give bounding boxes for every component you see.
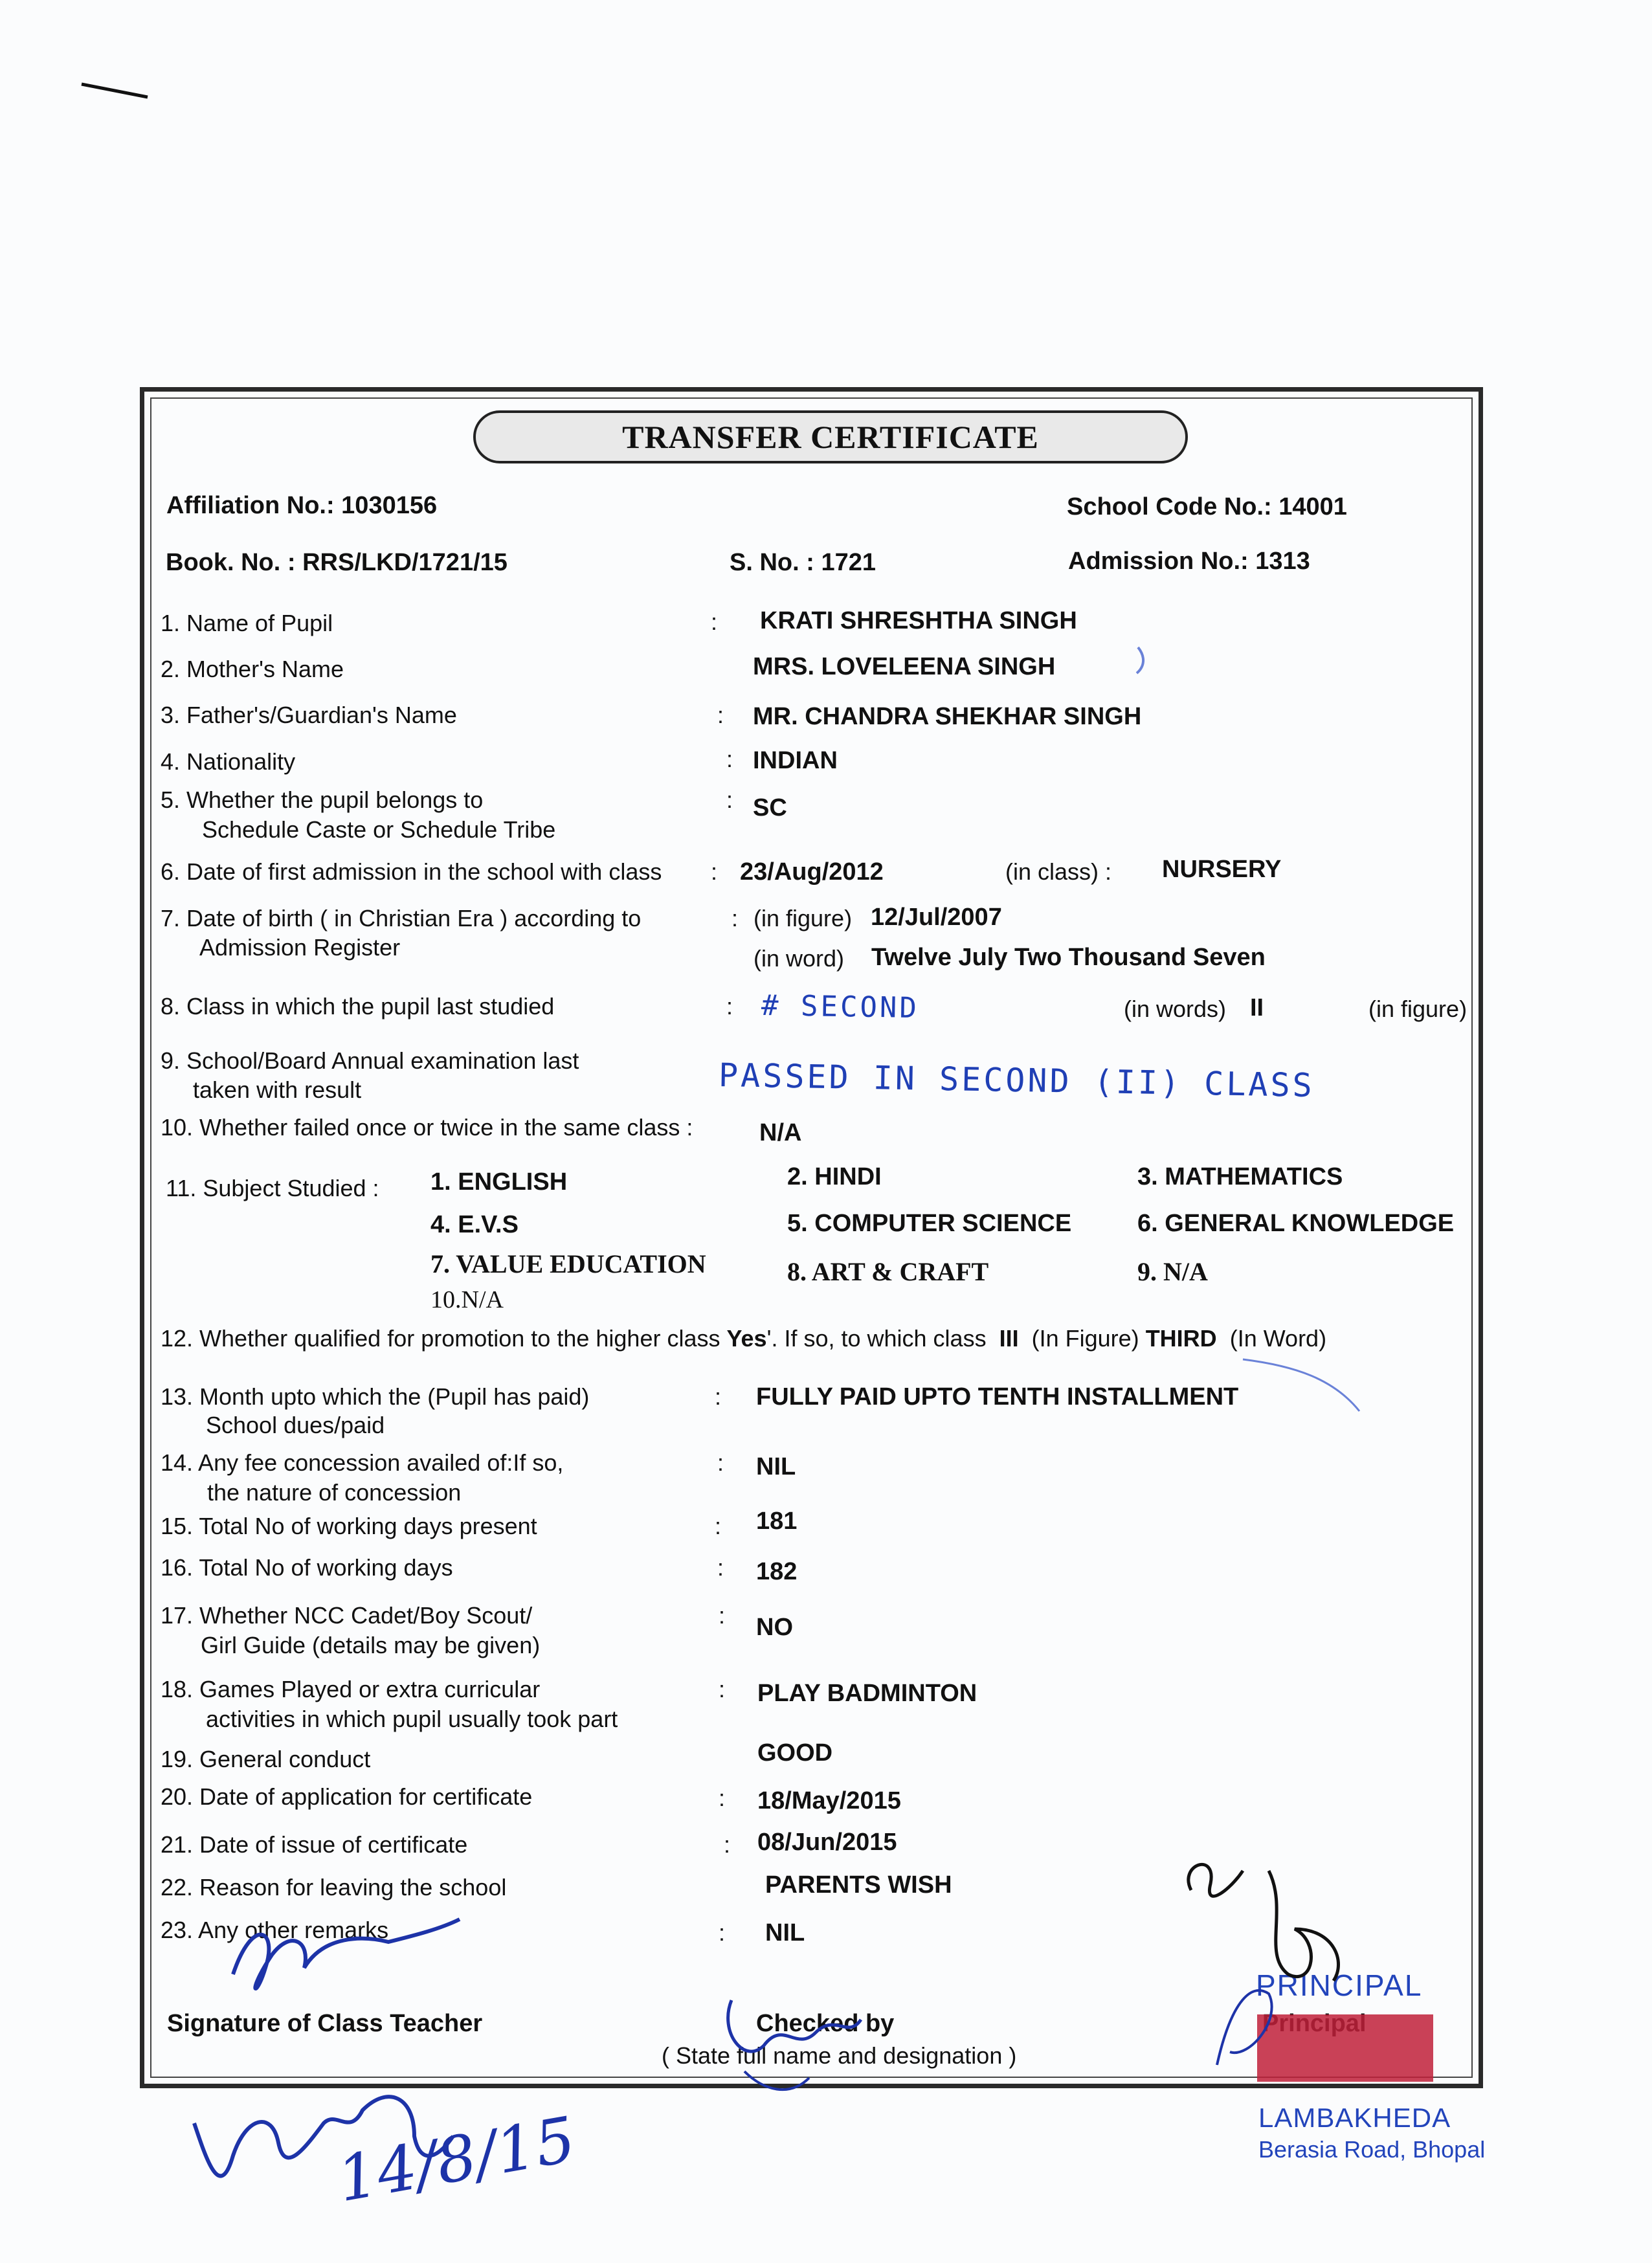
label-other-remarks: 23. Any other remarks <box>161 1917 389 1943</box>
colon: : <box>719 1602 726 1629</box>
colon: : <box>717 1554 724 1581</box>
class-teacher-signature-label: Signature of Class Teacher <box>167 2010 483 2037</box>
state-name-designation: ( State full name and designation ) <box>662 2042 1017 2069</box>
value-last-class-figure: II <box>1250 994 1264 1021</box>
subject-item: 4. E.V.S <box>430 1211 519 1238</box>
colon: : <box>717 702 724 728</box>
label-ncc-scout-a: 17. Whether NCC Cadet/Boy Scout/ <box>161 1602 533 1629</box>
value-days-present: 181 <box>756 1508 798 1535</box>
label-mothers-name: 2. Mother's Name <box>161 656 344 682</box>
value-dues-paid: FULLY PAID UPTO TENTH INSTALLMENT <box>756 1383 1239 1410</box>
stamp-place: LAMBAKHEDA <box>1258 2102 1451 2133</box>
label-in-figure: (In Figure) <box>1031 1325 1139 1352</box>
value-dob-figure: 12/Jul/2007 <box>871 904 1002 931</box>
label-in-class: (in class) : <box>1005 858 1112 885</box>
colon: : <box>715 1513 722 1539</box>
colon: : <box>719 1676 726 1702</box>
label-in-word: (In Word) <box>1229 1325 1327 1352</box>
serial-number: S. No. : 1721 <box>730 549 876 576</box>
affiliation-number: Affiliation No.: 1030156 <box>166 492 438 519</box>
principal-signature <box>1189 1864 1243 1896</box>
value-dob-word: Twelve July Two Thousand Seven <box>871 944 1266 971</box>
label-working-days: 16. Total No of working days <box>161 1554 453 1581</box>
label-caste-tribe-a: 5. Whether the pupil belongs to <box>161 786 484 813</box>
subject-item: 7. VALUE EDUCATION <box>430 1249 706 1278</box>
value-caste-tribe: SC <box>753 794 787 821</box>
label-leaving-reason: 22. Reason for leaving the school <box>161 1874 507 1901</box>
handwritten-date: 14/8/15 <box>332 2102 581 2216</box>
stamp-signature <box>1217 1990 1272 2065</box>
label-days-present: 15. Total No of working days present <box>161 1513 537 1539</box>
value-application-date: 18/May/2015 <box>757 1787 901 1814</box>
value-leaving-reason: PARENTS WISH <box>765 1871 952 1899</box>
label-father-guardian-name: 3. Father's/Guardian's Name <box>161 702 457 728</box>
handwritten-exam-result: PASSED IN SECOND (II) CLASS <box>718 1056 1315 1105</box>
label-date-of-birth-a: 7. Date of birth ( in Christian Era ) according to <box>161 905 642 931</box>
checked-by-initials <box>744 2071 809 2090</box>
checked-by-label: Checked by <box>756 2010 895 2037</box>
value-ncc-scout: NO <box>756 1614 793 1641</box>
value-general-conduct: GOOD <box>757 1739 833 1767</box>
value-promotion-figure: III <box>999 1325 1019 1352</box>
class-teacher-signature <box>233 1919 460 1989</box>
label-games-b: activities in which pupil usually took part <box>206 1706 618 1732</box>
label-annual-exam-b: taken with result <box>193 1076 362 1103</box>
book-number: Book. No. : RRS/LKD/1721/15 <box>166 549 508 576</box>
colon: : <box>719 1785 726 1811</box>
label-failed-same-class: 10. Whether failed once or twice in the same class : <box>161 1114 693 1141</box>
colon: : <box>711 858 718 885</box>
value-failed-same-class: N/A <box>759 1119 802 1146</box>
value-working-days: 182 <box>756 1558 798 1585</box>
label-in-figure: (in figure) <box>1368 996 1468 1022</box>
label-last-class: 8. Class in which the pupil last studied <box>161 993 555 1020</box>
label-games-a: 18. Games Played or extra curricular <box>161 1676 541 1702</box>
label-in-word: (in word) <box>753 945 845 972</box>
label-nationality: 4. Nationality <box>161 748 296 775</box>
subject-item: 1. ENGLISH <box>430 1168 568 1196</box>
label-name-of-pupil: 1. Name of Pupil <box>161 610 333 636</box>
colon: : <box>717 1449 724 1476</box>
label-first-admission: 6. Date of first admission in the school with class <box>161 858 662 885</box>
subject-item: 10.N/A <box>430 1286 504 1313</box>
stamp-road: Berasia Road, Bhopal <box>1258 2136 1486 2163</box>
value-father-guardian-name: MR. CHANDRA SHEKHAR SINGH <box>753 703 1142 730</box>
label-caste-tribe-b: Schedule Caste or Schedule Tribe <box>202 816 556 843</box>
label-in-figure: (in figure) <box>753 905 853 931</box>
label-dues-paid-a: 13. Month upto which the (Pupil has paid) <box>161 1383 590 1410</box>
subject-item: 6. GENERAL KNOWLEDGE <box>1137 1210 1455 1237</box>
label-dues-paid-b: School dues/paid <box>206 1412 385 1438</box>
value-promotion-word: THIRD <box>1145 1325 1217 1352</box>
subject-item: 3. MATHEMATICS <box>1137 1163 1343 1190</box>
colon: : <box>711 608 718 635</box>
label-promotion: 12. Whether qualified for promotion to the higher class <box>161 1325 720 1352</box>
label-fee-concession-b: the nature of concession <box>207 1479 462 1506</box>
value-issue-date: 08/Jun/2015 <box>757 1829 897 1856</box>
value-admission-class: NURSERY <box>1162 856 1282 883</box>
colon: : <box>726 786 733 813</box>
value-fee-concession: NIL <box>756 1453 796 1480</box>
label-fee-concession-a: 14. Any fee concession availed of:If so, <box>161 1449 564 1476</box>
admission-number: Admission No.: 1313 <box>1068 548 1310 575</box>
label-date-of-birth-b: Admission Register <box>199 934 401 961</box>
colon: : <box>724 1831 731 1858</box>
colon: : <box>719 1919 726 1946</box>
colon: : <box>726 993 733 1020</box>
checked-by-signature <box>728 2000 861 2051</box>
label-issue-date: 21. Date of issue of certificate <box>161 1831 468 1858</box>
colon: : <box>715 1383 722 1410</box>
label-general-conduct: 19. General conduct <box>161 1746 371 1772</box>
label-in-words: (in words) <box>1124 996 1227 1022</box>
school-code: School Code No.: 14001 <box>1067 493 1347 520</box>
label-subjects-studied: 11. Subject Studied : <box>166 1175 379 1201</box>
colon: : <box>731 905 739 931</box>
value-games: PLAY BADMINTON <box>757 1680 977 1707</box>
label-application-date: 20. Date of application for certificate <box>161 1783 533 1810</box>
value-name-of-pupil: KRATI SHRESHTHA SINGH <box>760 607 1077 634</box>
subject-item: 5. COMPUTER SCIENCE <box>787 1210 1072 1237</box>
value-nationality: INDIAN <box>753 747 838 774</box>
bottom-signature <box>194 2097 453 2176</box>
value-other-remarks: NIL <box>765 1919 805 1946</box>
pen-mark <box>82 84 148 97</box>
value-promotion-yes: Yes <box>726 1325 767 1352</box>
handwritten-last-class: # SECOND <box>761 988 920 1025</box>
value-first-admission-date: 23/Aug/2012 <box>740 858 884 886</box>
principal-signature-stroke <box>1269 1871 1339 1981</box>
stamp-principal: PRINCIPAL <box>1256 1968 1423 2002</box>
subject-item: 8. ART & CRAFT <box>787 1257 989 1286</box>
label-promotion-class: '. If so, to which class <box>766 1325 987 1352</box>
certificate-title: TRANSFER CERTIFICATE <box>473 410 1188 463</box>
subject-item: 9. N/A <box>1137 1257 1208 1286</box>
value-mothers-name: MRS. LOVELEENA SINGH <box>753 653 1056 680</box>
ink-mark <box>1243 1359 1359 1411</box>
label-ncc-scout-b: Girl Guide (details may be given) <box>201 1632 541 1658</box>
ink-mark <box>1137 647 1143 673</box>
subject-item: 2. HINDI <box>787 1163 882 1190</box>
colon: : <box>726 746 733 772</box>
label-annual-exam-a: 9. School/Board Annual examination last <box>161 1047 579 1074</box>
